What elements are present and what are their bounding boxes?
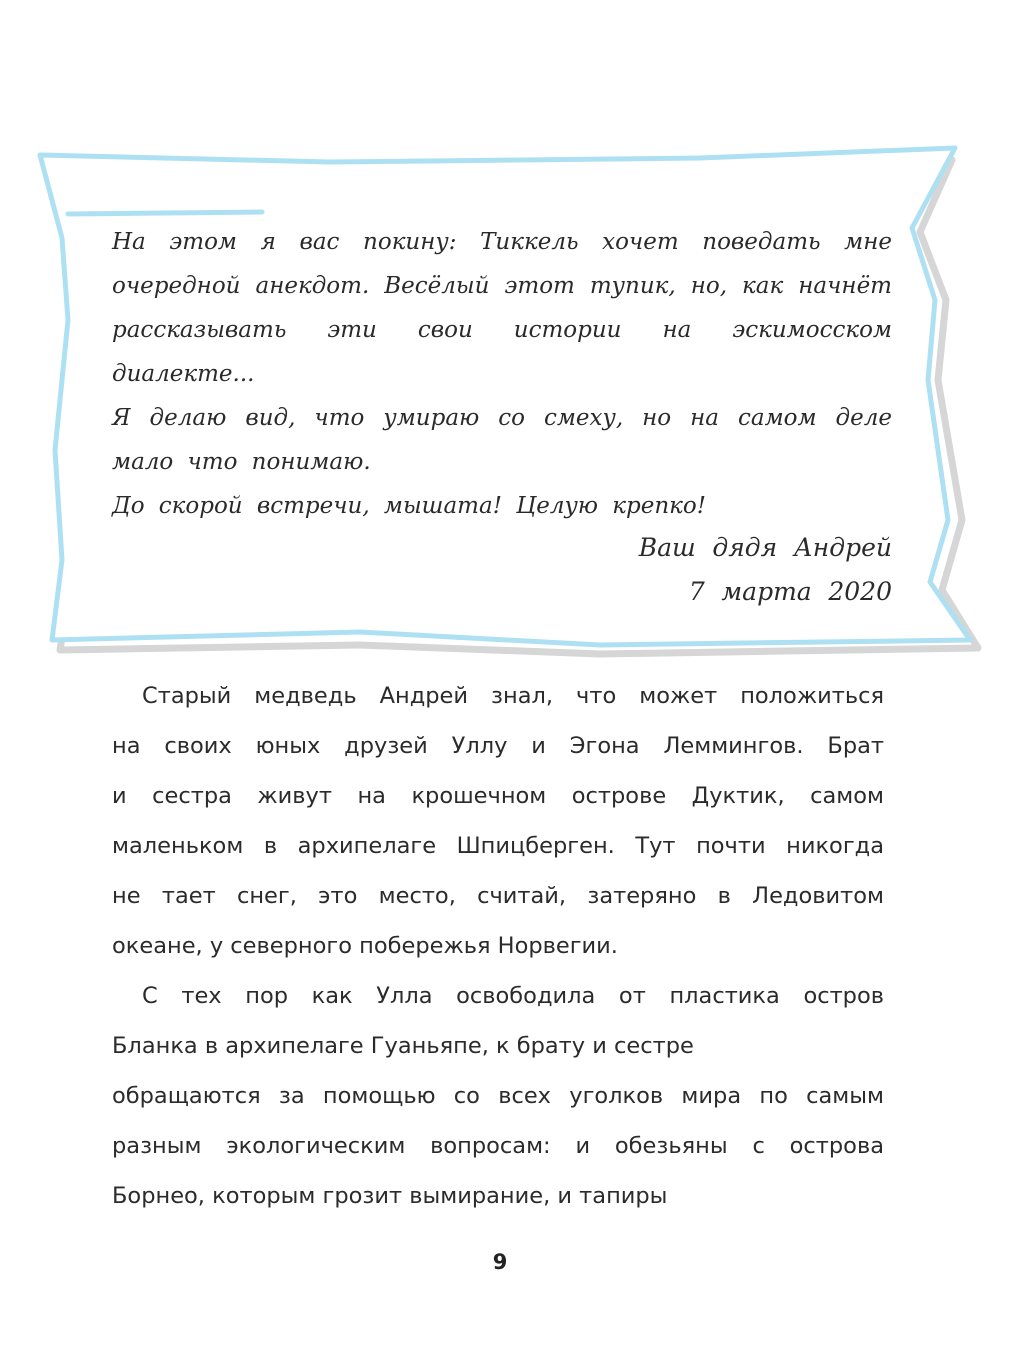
story-line: разным экологическим вопросам: и обезьяны с острова <box>112 1133 884 1159</box>
story-line: Старый медведь Андрей знал, что может положиться <box>142 683 884 709</box>
letter-text <box>112 220 892 528</box>
letter-signature-block <box>639 526 892 614</box>
letter-line: Я делаю вид, что умираю со смеху, но на самом деле <box>112 405 892 431</box>
story-line: Борнео, которым грозит вымирание, и тапиры <box>112 1183 668 1209</box>
letter-line: мало что понимаю. <box>112 449 371 475</box>
story-line: и сестра живут на крошечном острове Дуктик, самом <box>112 783 884 809</box>
story-line: на своих юных друзей Уллу и Эгона Леммингов. Брат <box>112 733 884 759</box>
letter-signature: Ваш дядя Андрей <box>638 533 892 562</box>
letter-fold-line <box>68 212 262 214</box>
letter-date: 7 марта 2020 <box>688 577 892 606</box>
story-text <box>112 671 884 1221</box>
story-line: обращаются за помощью со всех уголков мира по самым <box>112 1083 884 1109</box>
story-line: океане, у северного побережья Норвегии. <box>112 933 618 959</box>
letter-line: До скорой встречи, мышата! Целую крепко! <box>112 493 706 519</box>
letter-line: На этом я вас покину: Тиккель хочет поведать мне <box>112 229 892 255</box>
story-line: Бланка в архипелаге Гуаньяпе, к брату и сестре <box>112 1033 694 1059</box>
story-line: С тех пор как Улла освободила от пластика остров <box>142 983 884 1009</box>
page-number: 9 <box>492 1250 508 1274</box>
letter-line: очередной анекдот. Весёлый этот тупик, но, как начнёт <box>112 273 892 299</box>
story-line: не тает снег, это место, считай, затеряно в Ледовитом <box>112 883 884 909</box>
letter-line: рассказывать эти свои истории на эскимосском диалекте... <box>112 317 892 387</box>
story-line: маленьком в архипелаге Шпицберген. Тут почти никогда <box>112 833 884 859</box>
